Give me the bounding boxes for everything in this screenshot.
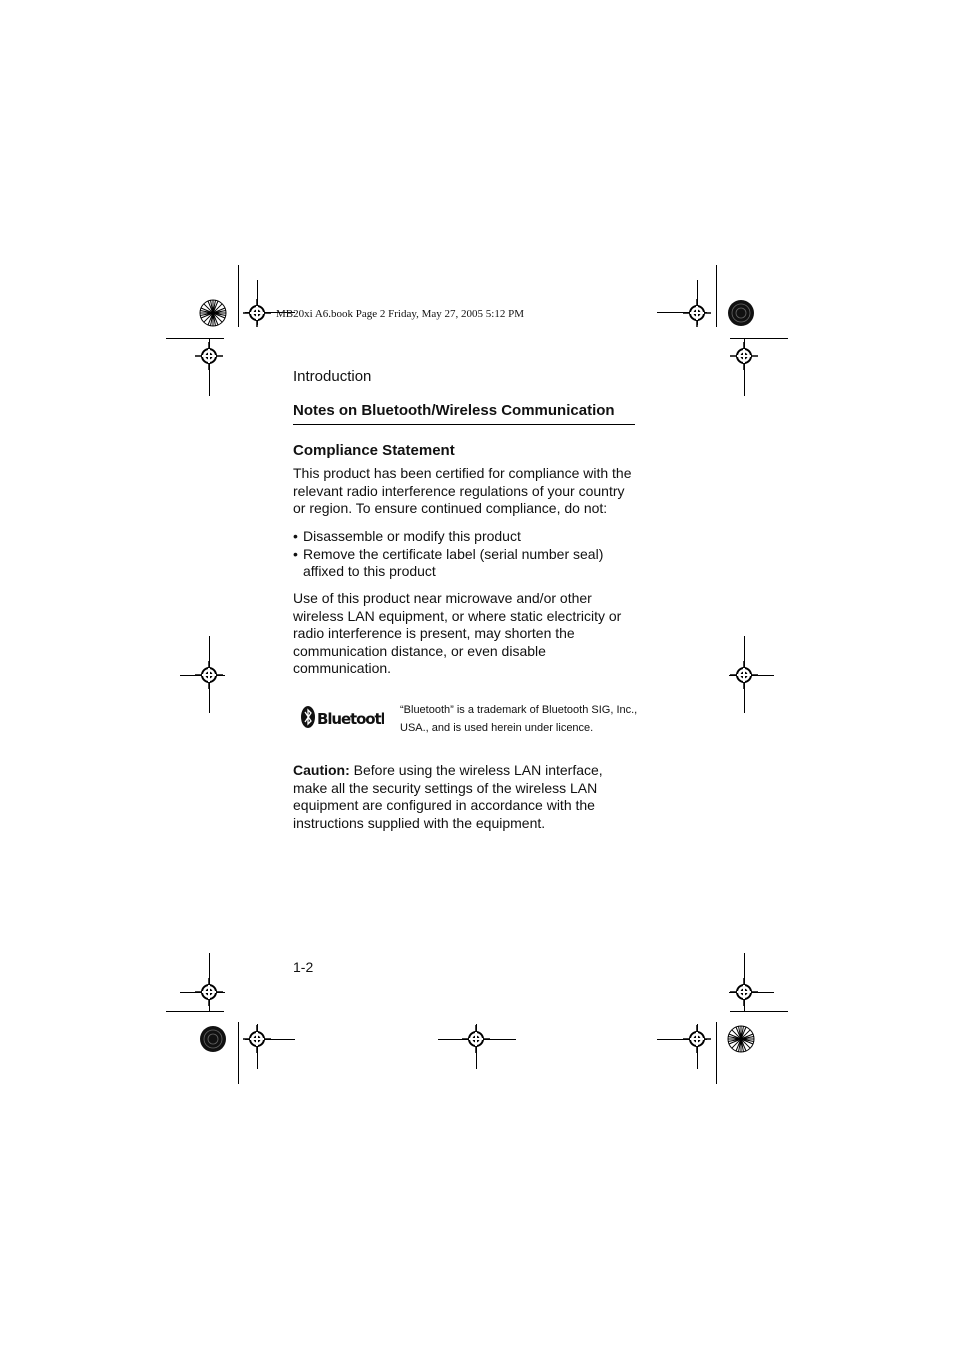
crop-line (716, 1022, 717, 1084)
registration-target-icon (193, 659, 225, 691)
caution-paragraph (293, 762, 638, 832)
page-number: 1-2 (293, 959, 314, 975)
crop-line (238, 1022, 239, 1084)
registration-target-icon (193, 976, 225, 1008)
bluetooth-logo (300, 703, 384, 731)
interference-paragraph: Use of this product near microwave and/or other wireless LAN equipment, or where static electricity or radio interference is present, may shorten the communication distance, or even disable communication. (293, 590, 622, 677)
bullet-glyph: • (293, 528, 298, 544)
list-item-text: Remove the certificate label (serial number seal) affixed to this product (303, 545, 604, 580)
do-not-list (293, 528, 638, 581)
caution-text: Before using the wireless LAN interface, make all the security settings of the wireless LAN equipment are configured in accordance with the instructions supplied with the equipment. (293, 762, 603, 831)
registration-target-icon (241, 297, 273, 329)
page-title: Notes on Bluetooth/Wireless Communication (293, 402, 615, 419)
crop-line (238, 265, 239, 327)
crop-line (166, 1011, 224, 1012)
print-slug: MB20xi A6.book Page 2 Friday, May 27, 2005 5:12 PM (276, 308, 525, 320)
bluetooth-rune-icon (301, 706, 315, 728)
title-rule (293, 424, 635, 425)
dark-registration-disc-icon (197, 1023, 229, 1055)
registration-target-icon (460, 1023, 492, 1055)
subheading: Compliance Statement (293, 442, 455, 459)
dark-registration-disc-icon (725, 297, 757, 329)
registration-target-icon (193, 340, 225, 372)
list-item (293, 546, 638, 581)
caution-label: Caution: (293, 762, 350, 778)
registration-target-icon (728, 659, 760, 691)
bullet-glyph: • (293, 545, 298, 562)
list-item (293, 528, 638, 546)
trademark-note: “Bluetooth” is a trademark of Bluetooth SIG, Inc., USA., and is used herein under licence. (400, 704, 638, 734)
crop-line (716, 265, 717, 327)
compliance-paragraph: This product has been certified for compliance with the relevant radio interference regulations of your country or region. To ensure continued compliance, do not: (293, 465, 632, 517)
registration-target-icon (728, 340, 760, 372)
registration-target-icon (681, 1023, 713, 1055)
starburst-registration-icon (725, 1023, 757, 1055)
crop-line (730, 1011, 788, 1012)
list-item-text: Disassemble or modify this product (303, 528, 521, 544)
registration-target-icon (241, 1023, 273, 1055)
bluetooth-logo-text: Bluetooth (317, 710, 384, 728)
crop-line (166, 338, 224, 339)
crop-line (730, 338, 788, 339)
section-label: Introduction (293, 368, 372, 385)
registration-target-icon (681, 297, 713, 329)
starburst-registration-icon (197, 297, 229, 329)
registration-target-icon (728, 976, 760, 1008)
